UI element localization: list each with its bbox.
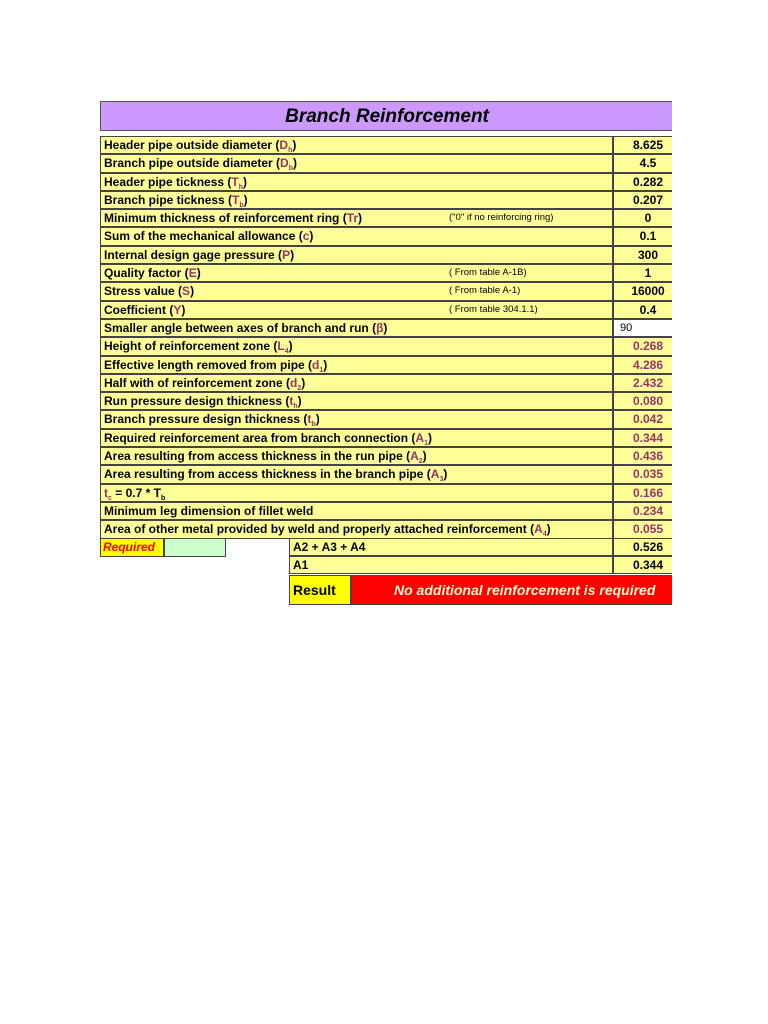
row-symbol-subscript: b <box>288 165 293 173</box>
row-label-text: Area resulting from access thickness in the run pipe ( <box>104 449 411 464</box>
row-label-suffix: ) <box>297 394 302 409</box>
row-symbol-subscript: c <box>108 494 112 502</box>
row-label-text: Branch pipe outside diameter ( <box>104 156 281 171</box>
row-label-text: Area of other metal provided by weld and properly attached reinforcement ( <box>104 522 535 537</box>
row-symbol: A <box>410 449 419 464</box>
row-label-text: Branch pressure design thickness ( <box>104 412 308 427</box>
row-label <box>100 246 613 264</box>
row-value: 0.042 <box>613 410 672 428</box>
row-symbol-subscript: h <box>293 403 298 411</box>
row-label-text: Header pipe outside diameter ( <box>104 138 280 152</box>
summary-value-a1: 0.344 <box>613 556 672 574</box>
row-symbol-subscript: b <box>239 201 244 209</box>
result-value: No additional reinforcement is required <box>351 575 672 605</box>
row-value: 2.432 <box>613 374 672 392</box>
row-value: 0.436 <box>613 447 672 465</box>
row-symbol: c <box>302 229 310 244</box>
row-label <box>100 173 613 191</box>
row-symbol: L <box>277 339 285 354</box>
summary-label-a1: A1 <box>289 556 613 574</box>
row-value: 0.344 <box>613 429 672 447</box>
row-label-text: Quality factor ( <box>104 266 189 281</box>
row-label-text: Smaller angle between axes of branch and run ( <box>104 320 377 335</box>
row-symbol: d <box>312 357 320 372</box>
row-symbol: Tr <box>346 211 359 226</box>
row-label-suffix: ) <box>422 449 427 464</box>
row-symbol-subscript: 2 <box>297 384 302 392</box>
row-symbol: Y <box>173 302 182 317</box>
row-label-suffix: ) <box>288 339 293 354</box>
required-indicator <box>164 538 226 557</box>
row-symbol: t <box>289 394 294 409</box>
row-label-suffix: ) <box>309 229 314 244</box>
summary-label-a2a3a4: A2 + A3 + A4 <box>289 538 613 556</box>
row-value: 0.4 <box>613 301 672 319</box>
row-label-text: Height of reinforcement zone ( <box>104 339 278 354</box>
row-symbol: D <box>279 138 289 152</box>
row-value: 4.286 <box>613 356 672 374</box>
row-symbol: S <box>182 284 191 299</box>
row-value: 1 <box>613 264 672 282</box>
row-symbol-subscript: h <box>238 183 244 191</box>
row-label <box>100 374 613 392</box>
row-symbol: T <box>231 174 239 189</box>
row-symbol-subscript: 2 <box>418 458 423 466</box>
row-note: ("0" if no reinforcing ring) <box>449 212 554 224</box>
row-value: 4.5 <box>613 154 672 172</box>
row-value: 16000 <box>613 282 672 300</box>
row-label-suffix: ) <box>290 247 295 262</box>
row-value: 0.1 <box>613 227 672 245</box>
row-label-suffix: ) <box>243 174 248 189</box>
row-label-text: Internal design gage pressure ( <box>104 247 283 262</box>
row-value: 0.207 <box>613 191 672 209</box>
row-label <box>100 319 613 337</box>
result-label: Result <box>289 575 351 605</box>
row-value: 0.234 <box>613 502 672 520</box>
row-symbol: A <box>415 430 425 445</box>
title-bar <box>100 101 672 131</box>
row-value: 0.282 <box>613 173 672 191</box>
row-label <box>100 264 613 282</box>
row-symbol-subscript: 1 <box>424 439 428 447</box>
row-label-text: Half with of reinforcement zone ( <box>104 375 291 390</box>
row-symbol-subscript: 1 <box>319 366 324 374</box>
row-note: ( From table 304.1.1) <box>449 303 538 315</box>
row-label-suffix: ) <box>315 412 320 427</box>
row-label <box>100 429 613 447</box>
row-label <box>100 447 613 465</box>
row-label-text: Area resulting from access thickness in the branch pipe ( <box>104 467 431 482</box>
row-symbol: d <box>290 375 298 390</box>
row-value: 0.055 <box>613 520 672 538</box>
row-label-text: Effective length removed from pipe ( <box>104 357 313 372</box>
row-label-suffix: ) <box>323 357 328 372</box>
row-label <box>100 465 613 483</box>
row-symbol: A <box>430 467 440 482</box>
row-label <box>100 392 613 410</box>
row-label-suffix: ) <box>292 138 297 152</box>
row-label-suffix: ) <box>427 430 432 445</box>
row-value: 0 <box>613 209 672 227</box>
row-label-suffix: ) <box>546 522 551 537</box>
required-label: Required <box>100 538 164 557</box>
row-label-suffix: ) <box>196 266 201 281</box>
row-label-text: Stress value ( <box>104 284 183 299</box>
row-suffix-subscript: b <box>160 494 166 502</box>
row-label-suffix: ) <box>358 211 363 226</box>
row-label-text: Header pipe tickness ( <box>104 174 232 189</box>
row-label <box>100 191 613 209</box>
worksheet <box>100 101 672 606</box>
row-label-text: Branch pipe tickness ( <box>104 192 233 207</box>
row-symbol-subscript: 3 <box>439 476 444 484</box>
row-value: 0.268 <box>613 337 672 355</box>
row-label <box>100 410 613 428</box>
row-symbol: E <box>188 266 197 281</box>
row-label-suffix: ) <box>181 302 186 317</box>
row-symbol: t <box>104 485 108 500</box>
angle-input-cell[interactable]: 90 <box>613 319 672 337</box>
row-label-suffix: ) <box>243 192 248 207</box>
row-value: 0.166 <box>613 484 672 502</box>
row-symbol: t <box>307 412 312 427</box>
row-label <box>100 136 613 154</box>
row-label-suffix: ) <box>383 320 388 335</box>
row-value: 0.080 <box>613 392 672 410</box>
row-label <box>100 282 613 300</box>
row-label-text: Coefficient ( <box>104 302 174 317</box>
row-symbol: A <box>534 522 543 537</box>
row-label-text: Required reinforcement area from branch connection ( <box>104 430 416 445</box>
row-label-text: Minimum leg dimension of fillet weld <box>104 503 314 518</box>
row-label <box>100 502 613 520</box>
row-symbol-subscript: 4 <box>284 348 289 356</box>
row-label-text: Minimum thickness of reinforcement ring ( <box>104 211 347 226</box>
row-label-suffix: ) <box>293 156 297 171</box>
row-value: 8.625 <box>613 136 672 154</box>
row-label-suffix: ) <box>301 375 306 390</box>
page-title: Branch Reinforcement <box>285 106 489 127</box>
summary-value-a2a3a4: 0.526 <box>613 538 672 556</box>
row-label-suffix: ) <box>443 467 448 482</box>
row-symbol: β <box>376 320 384 335</box>
row-symbol-subscript: 4 <box>542 531 547 539</box>
row-symbol: T <box>232 192 240 207</box>
row-label <box>100 209 613 227</box>
row-label-suffix: = 0.7 * T <box>111 485 161 500</box>
row-label <box>100 520 613 538</box>
row-value: 0.035 <box>613 465 672 483</box>
row-label <box>100 301 613 319</box>
row-label <box>100 227 613 245</box>
row-label <box>100 337 613 355</box>
row-label-text: Sum of the mechanical allowance ( <box>104 229 303 244</box>
row-symbol-subscript: b <box>311 421 316 429</box>
row-symbol: P <box>282 247 291 262</box>
row-symbol: D <box>280 156 289 171</box>
row-note: ( From table A-1B) <box>449 267 527 279</box>
row-label <box>100 356 613 374</box>
row-label <box>100 154 613 172</box>
row-label-text: Run pressure design thickness ( <box>104 394 290 409</box>
row-label <box>100 484 613 502</box>
row-symbol-subscript: h <box>288 147 293 154</box>
row-label-suffix: ) <box>190 284 195 299</box>
row-note: ( From table A-1) <box>449 285 521 297</box>
row-value: 300 <box>613 246 672 264</box>
